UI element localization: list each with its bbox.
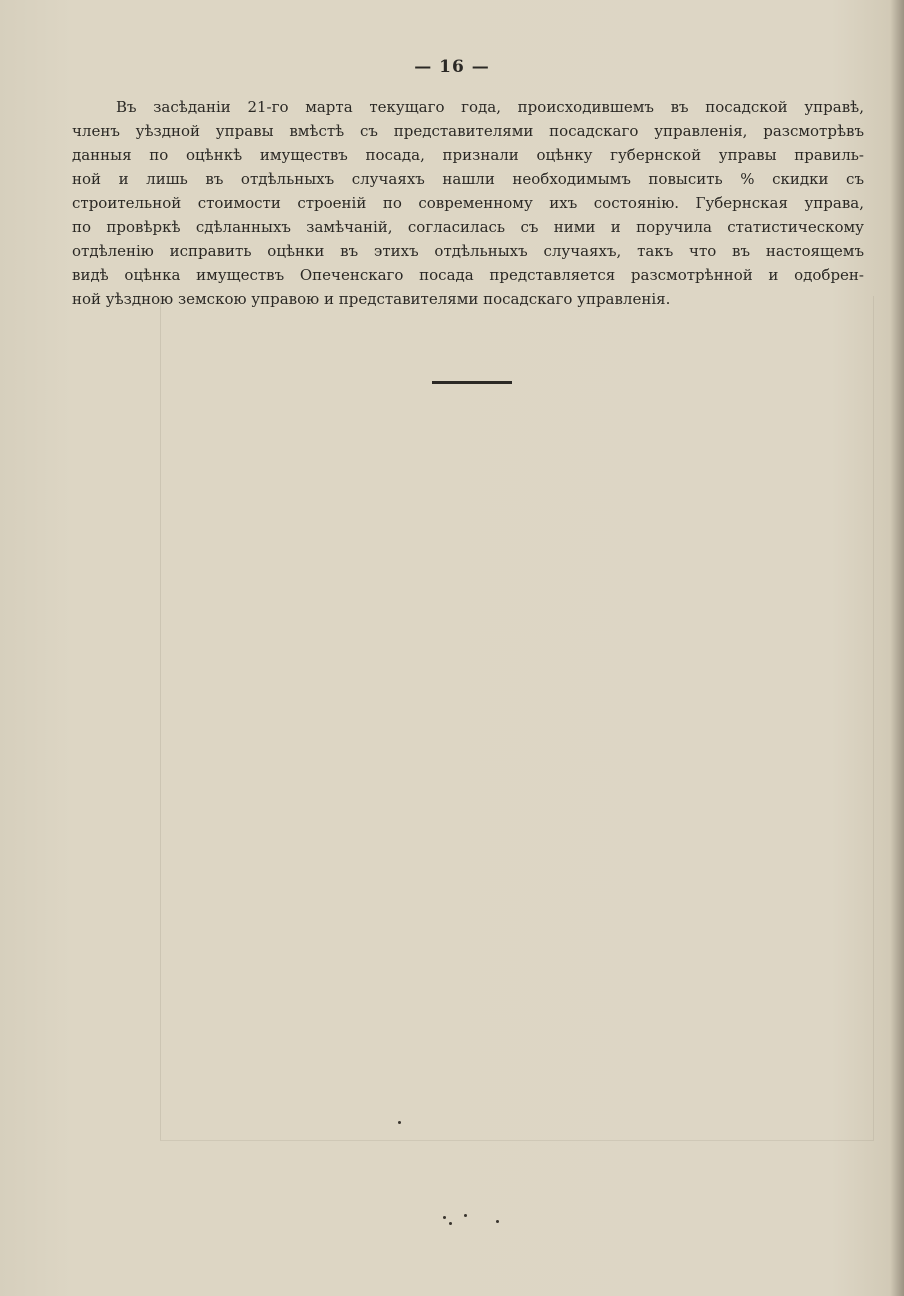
ink-speck xyxy=(464,1214,467,1217)
paragraph-line: членъ уѣздной управы вмѣстѣ съ представителями посадскаго управленія, разсмотрѣвъ xyxy=(72,122,864,140)
paragraph-line: видѣ оцѣнка имуществъ Опеченскаго посада представляется разсмотрѣнной и одобрен- xyxy=(72,266,864,284)
page-edge-shadow xyxy=(890,0,904,1296)
paragraph-line: ной уѣздною земскою управою и представителями посадскаго управленія. xyxy=(72,290,671,308)
paragraph-line: Въ засѣданіи 21-го марта текущаго года, происходившемъ въ посадской управѣ, xyxy=(116,98,864,116)
paragraph-line: ной и лишь въ отдѣльныхъ случаяхъ нашли необходимымъ повысить % скидки съ xyxy=(72,170,864,188)
paragraph-line: строительной стоимости строеній по современному ихъ состоянію. Губернская управа, xyxy=(72,194,864,212)
page-number: — 16 — xyxy=(414,57,490,77)
ink-speck xyxy=(398,1121,401,1124)
ink-speck xyxy=(449,1222,452,1225)
ink-speck xyxy=(496,1220,499,1223)
body-paragraph xyxy=(72,95,864,311)
paragraph-line: отдѣленію исправить оцѣнки въ этихъ отдѣльныхъ случаяхъ, такъ что въ настоящемъ xyxy=(72,242,864,260)
paragraph-line: данныя по оцѣнкѣ имуществъ посада, признали оцѣнку губернской управы правиль- xyxy=(72,146,864,164)
section-separator-rule xyxy=(432,381,512,384)
ink-speck xyxy=(443,1216,446,1219)
paragraph-line: по провѣркѣ сдѣланныхъ замѣчаній, согласилась съ ними и поручила статистическому xyxy=(72,218,864,236)
bleed-through-table-frame xyxy=(160,296,874,1141)
